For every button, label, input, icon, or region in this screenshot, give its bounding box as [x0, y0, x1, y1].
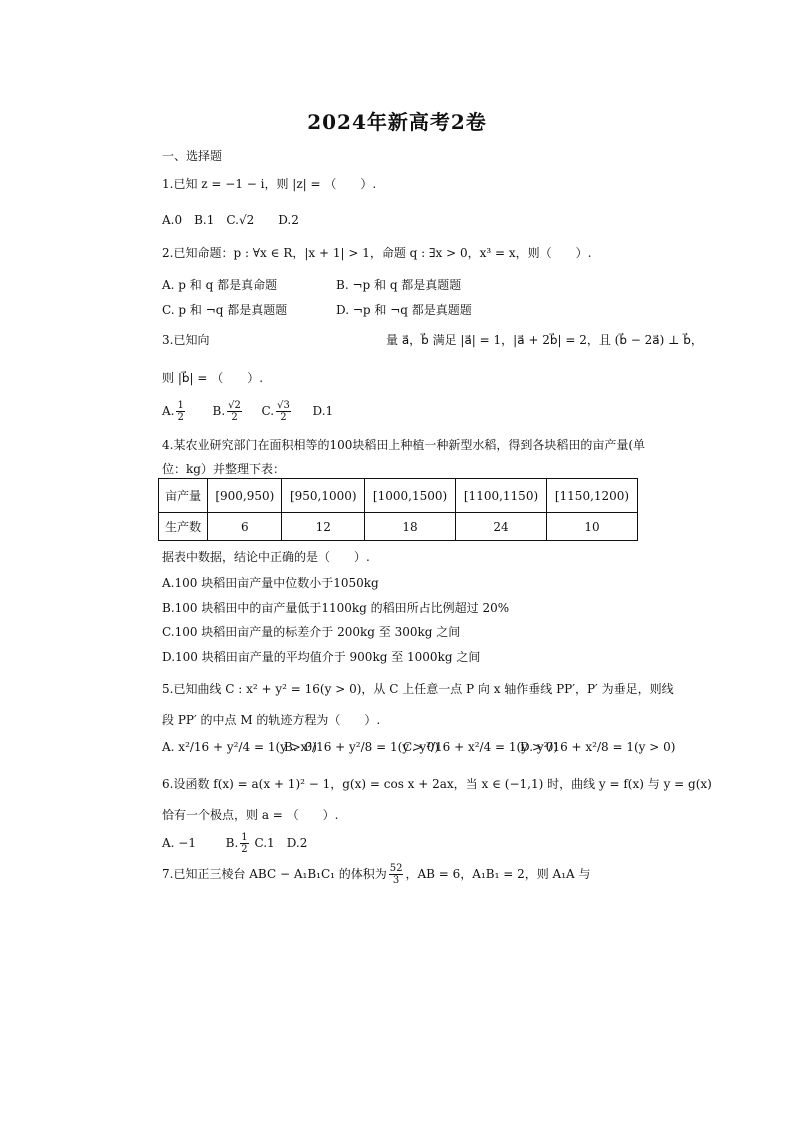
q4-option-b: B.100 块稻田中的亩产量低于1100kg 的稻田所占比例超过 20% [162, 601, 510, 615]
fraction-denominator: 2 [231, 412, 238, 423]
q3-option-a-fraction [176, 400, 184, 423]
q4-stem-1: 4.某农业研究部门在面积相等的100块稻田上种植一种新型水稻，得到各块稻田的亩产量(单 [162, 438, 646, 452]
fraction-denominator: 2 [280, 412, 287, 423]
q7-volume-fraction [389, 863, 404, 886]
q2-stem: 2.已知命题：p : ∀x ∈ R，|x + 1| > 1，命题 q : ∃x > 0，x³ = x，则（ ）. [162, 246, 592, 260]
page-title: 2024年新高考2卷 [307, 110, 487, 134]
table-header-row [159, 479, 638, 513]
q5-stem-1: 5.已知曲线 C : x² + y² = 16(y > 0)，从 C 上任意一点 P 向 x 轴作垂线 PP′，P′ 为垂足，则线 [162, 682, 674, 696]
q3-option-c-label: C. [261, 404, 275, 418]
table-row [159, 513, 638, 541]
q3-option-d: D.1 [312, 404, 334, 418]
q4-stem-3: 据表中数据，结论中正确的是（ ）. [162, 550, 370, 564]
fraction-numerator: 52 [389, 863, 403, 874]
q3-options [162, 400, 333, 423]
q1-options: A.0 B.1 C.√2 D.2 [162, 213, 299, 227]
table-cell: 亩产量 [159, 479, 208, 513]
q3-option-a-label: A. [162, 404, 175, 418]
table-cell: [900,950) [208, 479, 282, 513]
fraction-denominator: 2 [177, 412, 184, 423]
q3-stem-2: 则 |b⃗| = （ ）. [162, 371, 264, 385]
q3-stem-left: 3.已知向 [162, 333, 210, 347]
table-cell: 18 [365, 513, 456, 541]
q3-option-b-label: B. [212, 404, 226, 418]
q6-option-b-label: B. [225, 836, 239, 850]
q5-option-b: B. x²/16 + y²/8 = 1(y > 0) [284, 740, 440, 754]
fraction-denominator: 2 [241, 844, 248, 855]
section-heading: 一、选择题 [162, 149, 223, 163]
q2-option-c: C. p 和 ¬q 都是真题题 [162, 303, 288, 317]
q6-option-b-fraction [240, 832, 248, 855]
q3-option-c-fraction [276, 400, 291, 423]
table-cell: 10 [547, 513, 638, 541]
table-cell: [1150,1200) [547, 479, 638, 513]
fraction-numerator: 1 [177, 400, 184, 411]
table-cell: 12 [282, 513, 365, 541]
q6-option-a: A. −1 [162, 836, 196, 850]
q5-option-d: D. y²/16 + x²/8 = 1(y > 0) [520, 740, 676, 754]
fraction-numerator: √3 [277, 400, 290, 411]
yield-table [158, 478, 638, 541]
q7-stem-a: 7.已知正三棱台 ABC − A₁B₁C₁ 的体积为 [162, 867, 387, 881]
q5-option-c: C. y²/16 + x²/4 = 1(y > 0) [403, 740, 559, 754]
q3-option-b-fraction [227, 400, 242, 423]
table-cell: 生产数 [159, 513, 208, 541]
q7-stem [162, 863, 590, 886]
q3-stem-right: 量 a⃗，b⃗ 满足 |a⃗| = 1，|a⃗ + 2b⃗| = 2，且 (b⃗ − 2a⃗) ⊥ b⃗， [386, 333, 703, 347]
table-cell: [1100,1150) [456, 479, 547, 513]
q7-stem-b: ，AB = 6，A₁B₁ = 2，则 A₁A 与 [405, 867, 591, 881]
q6-stem-2: 恰有一个极点，则 a = （ ）. [162, 808, 339, 822]
table-cell: [950,1000) [282, 479, 365, 513]
q5-option-a: A. x²/16 + y²/4 = 1(y > 0) [162, 740, 317, 754]
fraction-numerator: √2 [228, 400, 241, 411]
q6-options-c-d: C.1 D.2 [254, 836, 308, 850]
table-cell: 6 [208, 513, 282, 541]
q4-option-c: C.100 块稻田亩产量的标差介于 200kg 至 300kg 之间 [162, 625, 461, 639]
q5-stem-2: 段 PP′ 的中点 M 的轨迹方程为（ ）. [162, 713, 381, 727]
table-cell: 24 [456, 513, 547, 541]
q2-option-a: A. p 和 q 都是真命题 [162, 278, 278, 292]
table-cell: [1000,1500) [365, 479, 456, 513]
q1-stem: 1.已知 z = −1 − i，则 |z| = （ ）. [162, 177, 377, 191]
q4-stem-2: 位：kg）并整理下表： [162, 462, 285, 476]
q6-stem-1: 6.设函数 f(x) = a(x + 1)² − 1，g(x) = cos x + 2ax，当 x ∈ (−1,1) 时，曲线 y = f(x) 与 y = g(x) [162, 777, 712, 791]
q2-option-d: D. ¬p 和 ¬q 都是真题题 [336, 303, 472, 317]
q4-option-a: A.100 块稻田亩产量中位数小于1050kg [162, 576, 379, 590]
q2-option-b: B. ¬p 和 q 都是真题题 [336, 278, 462, 292]
q6-options [162, 832, 307, 855]
q4-option-d: D.100 块稻田亩产量的平均值介于 900kg 至 1000kg 之间 [162, 650, 481, 664]
fraction-numerator: 1 [241, 832, 248, 843]
fraction-denominator: 3 [392, 875, 400, 886]
